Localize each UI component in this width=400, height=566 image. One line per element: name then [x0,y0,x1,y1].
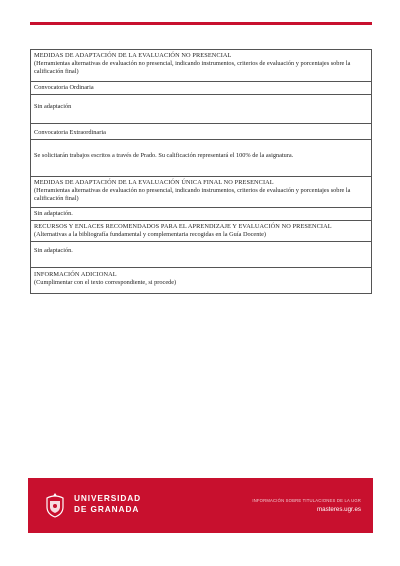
section-subtitle: (Herramientas alternativas de evaluación no presencial, indicando instrumentos, criterios de evaluación y porcentajes sobre la calificación final) [34,187,351,202]
convocatoria-extraordinaria-label: Convocatoria Extraordinaria [34,129,106,136]
titulaciones-info-label: INFORMACIÓN SOBRE TITULACIONES DE LA UGR [252,498,361,503]
recursos-title: RECURSOS Y ENLACES RECOMENDADOS PARA EL APRENDIZAJE Y EVALUACIÓN NO PRESENCIAL [34,223,332,230]
footer-banner [28,478,373,533]
university-name-line2: DE GRANADA [74,504,140,514]
extraordinaria-text-cell [31,140,372,177]
convocatoria-ordinaria-label: Convocatoria Ordinaria [34,84,94,91]
extraordinaria-label-cell [31,124,372,140]
recursos-header-cell [31,221,372,242]
evaluacion-unica-table [30,176,372,294]
informacion-adicional-cell [31,268,372,294]
section-title: MEDIDAS DE ADAPTACIÓN DE LA EVALUACIÓN NO PRESENCIAL [34,52,232,59]
convocatoria-extraordinaria-text: Se solicitarán trabajos escritos a través de Prado. Su calificación representará el 100% de la asignatura. [34,152,294,159]
ordinaria-text-cell [31,95,372,124]
recursos-text: Sin adaptación. [34,247,73,254]
section-title: MEDIDAS DE ADAPTACIÓN DE LA EVALUACIÓN ÚNICA FINAL NO PRESENCIAL [34,179,274,186]
section-text: Sin adaptación. [34,210,73,217]
recursos-text-cell [31,242,372,268]
section-header-cell [31,50,372,82]
section-subtitle: (Herramientas alternativas de evaluación no presencial, indicando instrumentos, criterios de evaluación y porcentajes sobre la calificación final) [34,60,351,75]
informacion-adicional-subtitle: (Cumplimentar con el texto correspondiente, si procede) [34,279,177,286]
convocatoria-ordinaria-text: Sin adaptación [34,103,72,110]
informacion-adicional-title: INFORMACIÓN ADICIONAL [34,271,117,278]
university-crest-icon [44,492,66,518]
section-header-cell [31,177,372,208]
section-text-cell [31,208,372,221]
university-name-line1: UNIVERSIDAD [74,493,142,503]
header-rule [30,22,372,25]
recursos-subtitle: (Alternativas a la bibliografía fundamental y complementaria recogidas en la Guía Docente) [34,231,267,238]
masteres-link[interactable]: masteres.ugr.es [316,506,361,513]
ordinaria-label-cell [31,82,372,95]
evaluacion-no-presencial-table [30,49,372,177]
